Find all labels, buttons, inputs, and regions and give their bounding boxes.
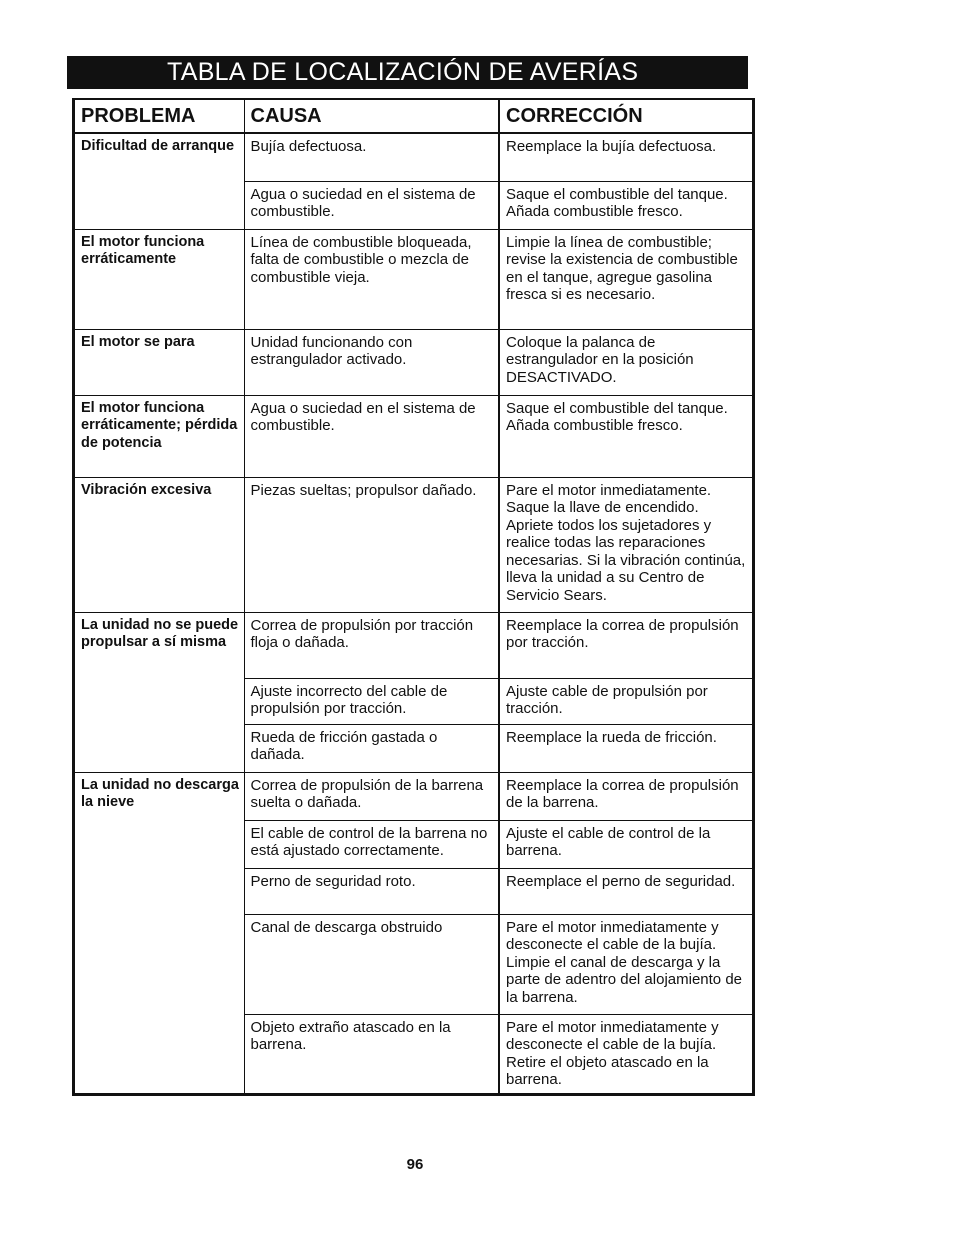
correction-cell: Reemplace el perno de seguridad. [499,868,752,914]
table-row [75,772,752,820]
problem-cell [75,820,244,868]
table-row [75,395,752,477]
problem-cell [75,868,244,914]
correction-cell: Ajuste el cable de control de la barrena. [499,820,752,868]
problem-cell [75,1014,244,1093]
page-number: 96 [406,1156,424,1173]
cause-cell: Correa de propulsión de la barrena suelta o dañada. [244,772,499,820]
correction-cell: Pare el motor inmediatamente y desconecte el cable de la bujía. Retire el objeto atascado en la barrena. [506,1018,719,1088]
troubleshooting-grid [75,100,752,1093]
table-row [75,678,752,724]
problem-cell [75,181,244,229]
table-row [75,1014,752,1093]
problem-cell [75,914,244,1014]
correction-cell: Reemplace la correa de propulsión por tracción. [499,612,752,678]
table-row [75,229,752,329]
problem-cell: El motor funciona erráticamente; pérdida de potencia [75,395,244,477]
problem-cell: La unidad no se puede propulsar a sí misma [75,612,244,678]
problem-cell: Vibración excesiva [75,477,244,612]
correction-cell: Ajuste cable de propulsión por tracción. [499,678,752,724]
cause-cell: Piezas sueltas; propulsor dañado. [244,477,499,612]
header-correction: CORRECCIÓN [499,100,752,133]
table-row [75,724,752,772]
correction-cell: Coloque la palanca de estrangulador en la posición DESACTIVADO. [499,329,752,395]
correction-cell: Pare el motor inmediatamente. Saque la llave de encendido. Apriete todos los sujetadores y realice todas las reparaciones necesarias. Si la vibración continúa, lleva la unidad a su Centro de Servicio Sears. [499,477,752,612]
table-row [75,868,752,914]
cause-cell: Objeto extraño atascado en la barrena. [244,1014,499,1093]
header-cause: CAUSA [244,100,499,133]
cause-cell: Rueda de fricción gastada o dañada. [244,724,499,772]
table-row [75,329,752,395]
cause-cell: Línea de combustible bloqueada, falta de combustible o mezcla de combustible vieja. [244,229,499,329]
header-row [75,100,752,133]
problem-cell [75,678,244,724]
header-problem: PROBLEMA [75,100,244,133]
page-title: TABLA DE LOCALIZACIÓN DE AVERÍAS [67,56,748,89]
cause-cell: Correa de propulsión por tracción floja o dañada. [244,612,499,678]
problem-cell: Dificultad de arranque [75,133,244,181]
problem-cell: El motor se para [75,329,244,395]
table-row [75,820,752,868]
problem-cell: El motor funciona erráticamente [75,229,244,329]
cause-cell: Unidad funcionando con estrangulador activado. [244,329,499,395]
troubleshooting-table [72,98,755,1096]
correction-cell: Reemplace la bujía defectuosa. [499,133,752,181]
cause-cell: Ajuste incorrecto del cable de propulsión por tracción. [244,678,499,724]
correction-cell: Pare el motor inmediatamente y desconecte el cable de la bujía. Limpie el canal de descarga y la parte de adentro del alojamiento de la barrena. [499,914,752,1014]
cause-cell: Agua o suciedad en el sistema de combustible. [244,395,499,477]
cause-cell: Bujía defectuosa. [244,133,499,181]
table-row [75,477,752,612]
correction-cell: Saque el combustible del tanque. Añada combustible fresco. [499,395,752,477]
correction-cell: Saque el combustible del tanque. Añada combustible fresco. [499,181,752,229]
problem-cell: La unidad no descarga la nieve [75,772,244,820]
problem-cell [75,724,244,772]
table-row [75,133,752,181]
table-row [75,181,752,229]
cause-cell: Canal de descarga obstruido [244,914,499,1014]
cause-cell: Perno de seguridad roto. [244,868,499,914]
cause-cell: Agua o suciedad en el sistema de combustible. [244,181,499,229]
correction-cell: Limpie la línea de combustible; revise la existencia de combustible en el tanque, agregue gasolina fresca si es necesario. [499,229,752,329]
correction-cell: Reemplace la correa de propulsión de la barrena. [499,772,752,820]
table-row [75,612,752,678]
table-row [75,914,752,1014]
correction-cell: Reemplace la rueda de fricción. [499,724,752,772]
cause-cell: El cable de control de la barrena no está ajustado correctamente. [244,820,499,868]
